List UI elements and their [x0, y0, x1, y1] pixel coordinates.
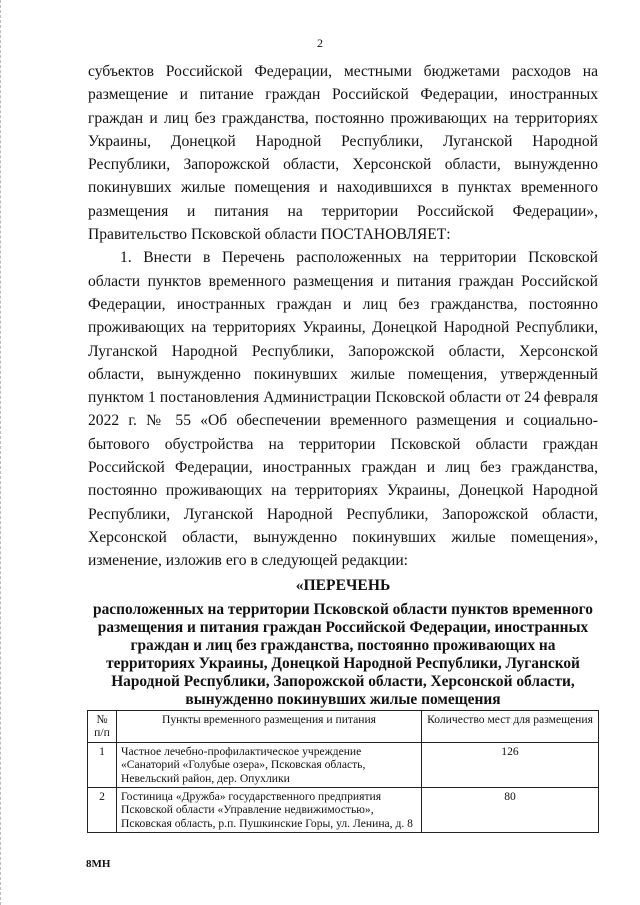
document-body [88, 60, 598, 709]
header-capacity: Количество мест для размещения [422, 711, 599, 743]
list-title: «ПЕРЕЧЕНЬ [295, 576, 391, 594]
placement-table [87, 710, 599, 833]
paragraph-resolution-item-1: 1. Внести в Перечень расположенных на территории Псковской области пунктов временного размещения и питания граждан Российской Федерации, иностранных граждан и лиц без гражданства, постоянно проживающих на территориях Украины, Донецкой Народной Республики, Луганской Народной Республики, Запорожской области, Херсонской области, вынужденно покинувших жилые помещения, утвержденный пунктом 1 постановления Администрации Псковской области от 24 февраля 2022 г. № 55 «Об обеспечении временного размещения и социально-бытового обустройства на территории Псковской области граждан Российской Федерации, иностранных граждан и лиц без гражданства, постоянно проживающих на территориях Украины, Донецкой Народной Республики, Луганской Народной Республики, Запорожской области, Херсонской области, вынужденно покинувших жилые помещения», изменение, изложив его в следующей редакции: [88, 249, 598, 570]
page-edge [0, 0, 4, 905]
table-header-row [88, 711, 599, 743]
header-num: № п/п [88, 711, 117, 743]
row-place: Частное лечебно-профилактическое учреждение «Санаторий «Голубые озера», Псковская область, Невельский район, дер. Опухлики [117, 742, 422, 787]
row-num: 2 [88, 788, 117, 833]
footer-code: 8МН [86, 858, 111, 870]
list-subtitle: расположенных на территории Псковской области пунктов временного размещения и питания граждан Российской Федерации, иностранных граждан и лиц без гражданства, постоянно проживающих на территориях Украины, Донецкой Народной Республики, Луганской Народной Республики, Запорожской области, Херсонской области, вынужденно покинувших жилые помещения [93, 600, 593, 708]
row-capacity: 80 [422, 788, 599, 833]
row-capacity: 126 [422, 742, 599, 787]
header-place: Пункты временного размещения и питания [117, 711, 422, 743]
page-number: 2 [317, 36, 323, 50]
paragraph-continuation: субъектов Российской Федерации, местными бюджетами расходов на размещение и питание граждан Российской Федерации, иностранных граждан и лиц без гражданства, постоянно проживающих на территориях Украины, Донецкой Народной Республики, Луганской Народной Республики, Запорожской области, Херсонской области, вынужденно покинувших жилые помещения и находившихся в пунктах временного размещения и питания на территории Российской Федерации», Правительство Псковской области ПОСТАНОВЛЯЕТ: [88, 63, 598, 244]
table-row [88, 742, 599, 787]
row-place: Гостиница «Дружба» государственного предприятия Псковской области «Управление недвижимостью», Псковская область, р.п. Пушкинские Горы, ул. Ленина, д. 8 [117, 788, 422, 833]
row-num: 1 [88, 742, 117, 787]
table-row [88, 788, 599, 833]
